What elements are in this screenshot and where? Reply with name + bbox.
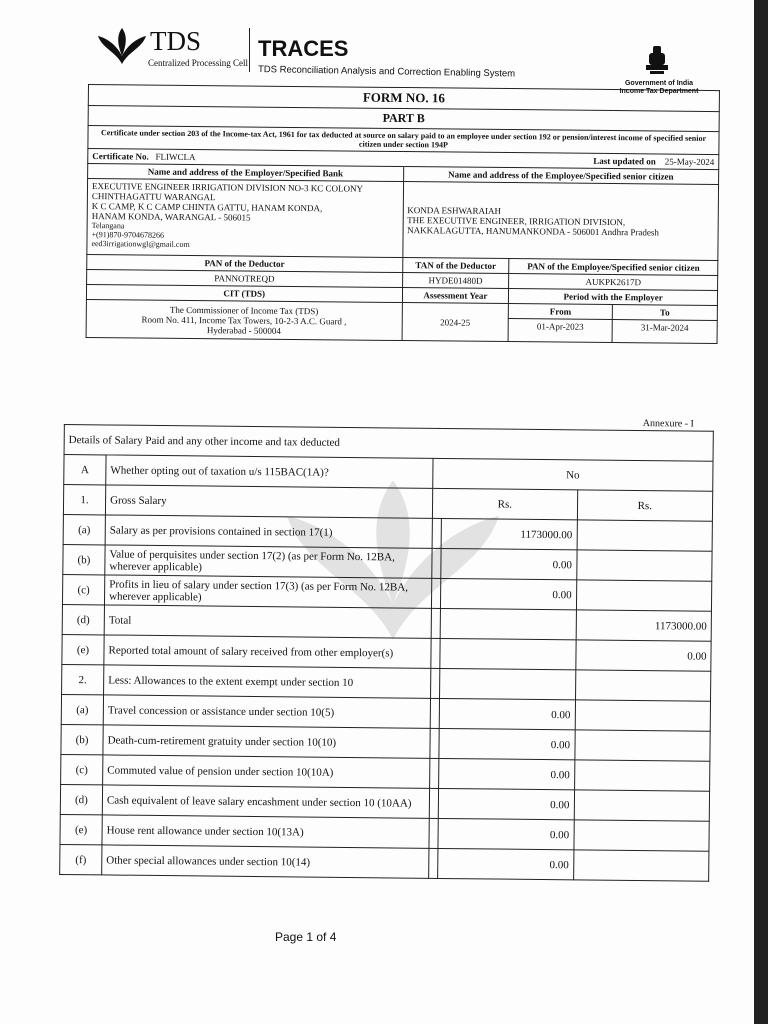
cit-line: Room No. 411, Income Tax Towers, 10-2-3 A.C. Guard , [141, 314, 347, 326]
row-col-a [429, 848, 438, 878]
row-number: (c) [61, 754, 103, 784]
row-total [577, 520, 713, 551]
gov-line1: Government of India [624, 80, 694, 87]
rs-header: Rs. [577, 490, 713, 521]
row-col-a [432, 548, 441, 578]
row-amount: 0.00 [438, 818, 574, 849]
employer-line: +(91)870-9704678266 [91, 230, 165, 240]
employee-heading: Name and address of the Employee/Specified senior citizen [403, 167, 719, 185]
row-total [575, 670, 711, 701]
row-number: (d) [60, 784, 102, 814]
employer-line: CHINTHAGATTU WARANGAL [91, 191, 216, 203]
row-description: Death-cum-retirement gratuity under section 10(10) [103, 725, 430, 758]
period-from: 01-Apr-2023 [508, 319, 612, 343]
row-amount: 0.00 [438, 788, 574, 819]
employer-address [87, 179, 403, 258]
scan-edge [754, 0, 768, 1024]
tds-logo-text: TDS [150, 26, 202, 56]
row-col-a [431, 578, 440, 608]
last-updated-label: Last updated on [593, 155, 656, 167]
row-description: House rent allowance under section 10(13A) [102, 815, 429, 848]
employee-line: KONDA ESHWARAIAH [407, 204, 502, 216]
employer-heading: Name and address of the Employer/Specified Bank [88, 164, 404, 182]
tan-deductor-label: TAN of the Deductor [402, 258, 509, 274]
pan-deductor: PANNOTREQD [87, 269, 403, 287]
row-total [573, 820, 709, 851]
row-col-a [431, 668, 440, 698]
row-description: Value of perquisites under section 17(2) (as per Form No. 12BA, wherever applicable) [105, 545, 432, 578]
row-number: (a) [63, 514, 105, 544]
row-number: (c) [62, 574, 104, 604]
form-number: FORM NO. 16 [88, 85, 719, 112]
row-total: 1173000.00 [576, 610, 712, 641]
employee-address [402, 182, 718, 261]
row-col-a [431, 608, 440, 638]
row-number: 1. [63, 485, 105, 515]
assessment-year: 2024-25 [402, 303, 509, 342]
certificate-text: Certificate under section 203 of the Income-tax Act, 1961 for tax deducted at source on salary paid to an employee under section 192 or pension/interest income of specified senior citizen under section 194P [88, 126, 719, 155]
period-to: 31-Mar-2024 [612, 320, 717, 344]
traces-subtitle: TDS Reconciliation Analysis and Correction Enabling System [257, 64, 516, 80]
row-description: Cash equivalent of leave salary encashment under section 10 (10AA) [102, 785, 429, 818]
row-total [573, 850, 709, 881]
row-col-a [430, 698, 439, 728]
row-description: Whether opting out of taxation u/s 115BAC(1A)? [106, 455, 433, 488]
annexure-label: Annexure - I [642, 418, 694, 430]
row-value: No [433, 458, 713, 491]
header-divider [249, 28, 250, 72]
row-number: (e) [60, 814, 102, 844]
row-col-a [430, 728, 439, 758]
row-amount: 0.00 [441, 548, 577, 579]
row-description: Profits in lieu of salary under section 17(3) (as per Form No. 12BA, wherever applicable) [105, 575, 432, 608]
row-description: Travel concession or assistance under section 10(5) [103, 695, 430, 728]
row-col-a [431, 638, 440, 668]
row-number: (b) [63, 544, 105, 574]
row-amount: 0.00 [439, 758, 575, 789]
table-row [60, 844, 709, 881]
cit-label: CIT (TDS) [86, 284, 402, 302]
tds-subtitle: Centralized Processing Cell [148, 58, 248, 68]
row-amount [440, 668, 576, 699]
row-description: Total [104, 605, 431, 638]
page-number: Page 1 of 4 [275, 930, 337, 944]
pan-employee-label: PAN of the Employee/Specified senior citizen [509, 259, 718, 276]
row-col-a [429, 788, 438, 818]
row-description: Salary as per provisions contained in section 17(1) [105, 515, 432, 548]
gov-line2: Income Tax Department [619, 88, 699, 95]
certificate-no-label: Certificate No. [92, 151, 149, 162]
row-col-a [430, 758, 439, 788]
row-description: Less: Allowances to the extent exempt under section 10 [104, 665, 431, 698]
form-part: PART B [88, 106, 719, 132]
row-total [574, 730, 710, 761]
employee-line: NAKKALAGUTTA, HANUMANKONDA - 506001 Andhra Pradesh [407, 224, 659, 237]
pan-employee: AUKPK2617D [509, 274, 718, 291]
employer-line: EXECUTIVE ENGINEER IRRIGATION DIVISION NO-3 KC COLONY [91, 181, 364, 194]
cit-line: Hyderabad - 500004 [206, 324, 281, 336]
annexure-title: Details of Salary Paid and any other income and tax deducted [64, 425, 713, 462]
period-from-label: From [509, 304, 613, 320]
row-number: (d) [62, 604, 104, 634]
row-amount [440, 638, 576, 669]
last-updated: 25-May-2024 [664, 156, 715, 168]
row-number: A [64, 455, 106, 485]
row-amount: 0.00 [438, 848, 574, 879]
form16-header [86, 84, 720, 344]
employer-line: K C CAMP, K C CAMP CHINTA GATTU, HANAM KONDA, [91, 201, 323, 214]
period-to-label: To [612, 305, 717, 321]
row-description: Reported total amount of salary received from other employer(s) [104, 635, 431, 668]
row-col-a [429, 818, 438, 848]
row-total [575, 700, 711, 731]
row-amount: 0.00 [439, 728, 575, 759]
employer-email: eed3irrigationwgl@gmail.com [91, 239, 190, 249]
row-number: (e) [62, 634, 104, 664]
row-total [576, 550, 712, 581]
employer-line: Telangana [91, 221, 125, 231]
cit-line: The Commissioner of Income Tax (TDS) [169, 304, 319, 316]
row-amount: 0.00 [439, 698, 575, 729]
employer-line: HANAM KONDA, WARANGAL - 506015 [91, 211, 251, 223]
tds-logo-icon [96, 26, 148, 66]
pan-deductor-label: PAN of the Deductor [87, 254, 403, 272]
row-col-a [432, 518, 441, 548]
row-number: (a) [61, 694, 103, 724]
row-total [574, 760, 710, 791]
row-amount: 1173000.00 [441, 518, 577, 549]
row-description: Commuted value of pension under section 10(10A) [103, 755, 430, 788]
annexure-rows [63, 455, 713, 522]
annexure-detail-rows [60, 514, 713, 881]
assessment-year-label: Assessment Year [402, 288, 509, 304]
row-amount [440, 608, 576, 639]
row-amount: 0.00 [440, 578, 576, 609]
row-number: (b) [61, 724, 103, 754]
row-number: 2. [62, 664, 104, 694]
rs-header: Rs. [432, 488, 577, 520]
employee-line: THE EXECUTIVE ENGINEER, IRRIGATION DIVISION, [407, 214, 626, 227]
national-emblem-icon [640, 44, 674, 80]
certificate-no: FLIWCLA [155, 151, 196, 163]
row-total [574, 790, 710, 821]
row-description: Gross Salary [105, 485, 432, 518]
cit-address [86, 299, 402, 340]
annexure-section [59, 412, 714, 882]
row-description: Other special allowances under section 10(14) [102, 845, 429, 878]
traces-title: TRACES [258, 36, 349, 61]
tan-deductor: HYDE01480D [402, 273, 509, 289]
period-label: Period with the Employer [509, 289, 718, 306]
row-total [576, 580, 712, 611]
row-number: (f) [60, 844, 102, 874]
row-total: 0.00 [575, 640, 711, 671]
